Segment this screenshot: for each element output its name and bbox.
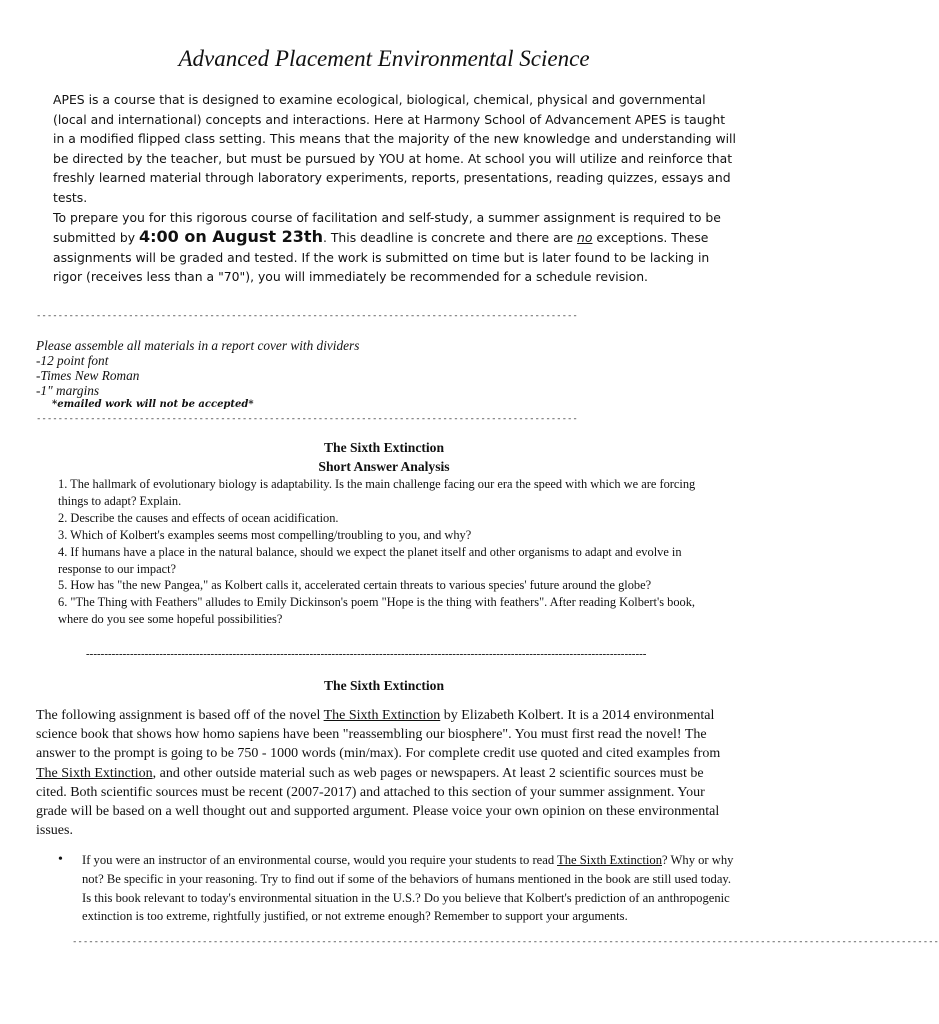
prompt-text-a: If you were an instructor of an environmental course, would you require your students to read [82,853,558,867]
question-item: 3. Which of Kolbert's examples seems most compelling/troubling to you, and why? [58,527,472,542]
separator-line-4: ---------------------------------------------------------------------------------------------------------------------------------------------------------------- [72,937,939,947]
intro-p2-text-after: exceptions. These assignments will be graded and tested. If the work is submitted on time but is later found to be lacking in rigor (receives less than a "70"), you will immediately be recommended for a schedule revision. [53,230,710,285]
bullet-icon: • [58,852,63,867]
question-item: 1. The hallmark of evolutionary biology is adaptability. Is the main challenge facing our era the speed with which we are forcing things to adapt? Explain. [58,477,696,508]
book-title-3: The Sixth Extinction [557,853,662,867]
separator-line-3: --------------------------------------------------------------------------------------------------------------------------------------------------------- [86,648,647,660]
question-item: 5. How has "the new Pangea," as Kolbert calls it, accelerated certain threats to various species' future around the globe? [58,578,652,593]
book-title-1: The Sixth Extinction [323,708,441,723]
document-title: Advanced Placement Environmental Science [178,46,590,71]
intro-section [36,90,736,287]
book-title-2: The Sixth Extinction [36,765,153,781]
deadline-text: 4:00 on August 23th [138,227,323,247]
section2-title: The Sixth Extinction [323,678,445,693]
assignment-text-a: The following assignment is based off of the novel [36,708,324,723]
section1-subtitle: Short Answer Analysis [318,459,450,474]
intro-paragraph-1: APES is a course that is designed to examine ecological, biological, chemical, physical and governmental (local and international) concepts and interactions. Here at Harmony School of Advancement APES is taught in a modified flipped class setting. This means that the majority of the new knowledge and understanding will be directed by the teacher, but must be pursued by YOU at home. At school you will utilize and reinforce that freshly learned material through laboratory experiments, reports, presentations, reading quizzes, essays and tests. [53,92,736,205]
requirements-line-1: Please assemble all materials in a report cover with dividers [36,338,360,353]
question-item: 6. "The Thing with Feathers" alludes to Emily Dickinson's poem "Hope is the thing with feathers". After reading Kolbert's book, where do you see some hopeful possibilities? [58,595,696,627]
intro-p2-text-middle: . This deadline is concrete and there are [322,230,578,246]
question-item: 2. Describe the causes and effects of ocean acidification. [58,510,339,525]
assignment-text-c: , and other outside material such as web pages or newspapers. At least 2 scientific sources must be cited. Both scientific sources must be recent (2007-2017) and attached to this section of your summer assignment. Your grade will be based on a well thought out and supported argument. Please voice your own opinion on these environmental issues. [36,765,720,839]
separator-line-1: ---------------------------------------------------------------------------------------------------- [36,311,578,321]
intro-paragraph-2 [36,208,736,287]
assignment-text-b: by Elizabeth Kolbert. It is a 2014 environmental science book that shows how homo sapiens have been "reassembling our biosphere". You must first read the novel! The answer to the prompt is going to be 750 - 1000 words (min/max). For complete credit use quoted and cited examples from [36,708,721,762]
prompt-bullet [58,851,734,926]
email-warning: *emailed work will not be accepted* [52,399,254,410]
requirements-block [36,338,359,412]
requirements-line-2: -12 point font [36,353,109,368]
requirements-line-3: -Times New Roman [36,368,140,383]
separator-line-2: ---------------------------------------------------------------------------------------------------- [36,414,578,424]
questions-list [58,476,718,628]
prompt-text-b: ? Why or why not? Be specific in your reasoning. Try to find out if some of the behaviors of humans mentioned in the book are still used today. Is this book relevant to today's environmental situation in the U.S.? Do you believe that Kolbert's prediction of an anthropogenic extinction is too extreme, rightfully justified, or not extreme enough? Remember to support your arguments. [82,853,734,924]
section1-title: The Sixth Extinction [323,440,445,455]
prompt-text [82,851,734,926]
question-item: 4. If humans have a place in the natural balance, should we expect the planet itself and other organisms to adapt and evolve in response to our impact? [58,544,682,576]
no-emphasis: no [577,230,593,246]
assignment-paragraph [36,706,736,840]
intro-p2-text-before: To prepare you for this rigorous course of facilitation and self-study, a summer assignment is required to be submitted by [53,209,721,246]
requirements-line-4: -1" margins [36,383,100,398]
